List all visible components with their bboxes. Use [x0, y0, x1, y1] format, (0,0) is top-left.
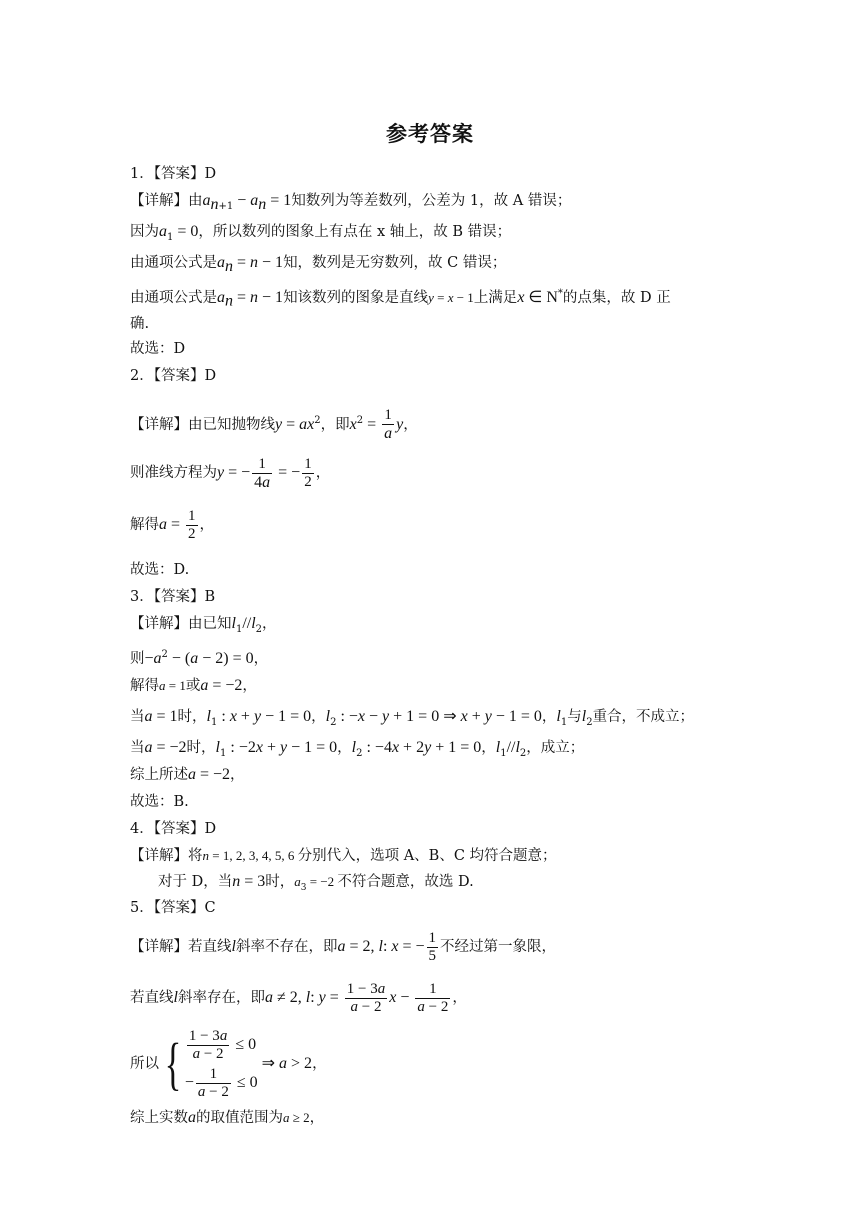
- q4-l1-prefix: 【详解】将: [130, 848, 203, 864]
- q3-line4: 当a = 1时，$l_1$ : x + y − 1 = 0，$l_2$ : −x − y + 1 = 0 ⇒ x + y − 1 = 0，$l_1$与$l_2$重合，不成立；: [130, 708, 695, 728]
- q1-line5: 确.: [130, 316, 150, 332]
- q3-l2-prefix: 则: [130, 650, 145, 667]
- q5-l2-prefix: 若直线: [130, 990, 174, 1006]
- q3-l6-prefix: 综上所述: [130, 767, 188, 783]
- q2-line1: 【详解】由已知抛物线$y = ax^2$，即$x^2$ = $\frac{1}{a}$ y，: [130, 407, 418, 443]
- q2-line2: 则准线方程为y = − $\frac{1}{4a}$ = − $\frac{1}{2}$ ，: [130, 455, 331, 491]
- q1-l3-rest: 知，数列是无穷数列，故 C 错误；: [283, 255, 507, 271]
- q3-l5-prefix: 当: [130, 740, 145, 756]
- q4-l2-mid: 时，: [265, 874, 295, 890]
- q3-line3: 解得a = 1或a = −2，: [130, 677, 257, 694]
- q5-line1: 【详解】若直线l斜率不存在，即a = 2, l: x = − $\frac{1}{5}$ 不经过第一象限，: [130, 929, 557, 964]
- q3-l3-mid: 或: [185, 678, 201, 694]
- q3-l4-end: 重合，不成立；: [592, 709, 695, 725]
- q5-l1-mid: 斜率不存在，即: [235, 939, 338, 955]
- q1-choose: 故选：D: [130, 341, 186, 357]
- q2-line3: 解得a = $\frac{1}{2}$ ，: [130, 507, 215, 542]
- q1-l1-prefix: 【详解】由: [130, 193, 203, 209]
- q3-l3-prefix: 解得: [130, 678, 159, 694]
- q5-l4-mid: 的取值范围为: [196, 1110, 283, 1126]
- q1-l1-rest: 知数列为等差数列，公差为 1，故 A 错误；: [291, 193, 572, 209]
- q3-answer: 3．【答案】B: [130, 589, 216, 605]
- q1-l4-mid: 知该数列的图象是直线: [283, 289, 429, 306]
- q1-line2: 因为$a_1 = 0$，所以数列的图象上有点在 x 轴上，故 B 错误；: [130, 223, 512, 243]
- q3-line6: 综上所述a = −2，: [130, 766, 245, 783]
- q5-answer: 5．【答案】C: [130, 900, 216, 916]
- q1-line4: 由通项公式是$a_n = n - 1$知该数列的图象是直线y = x − 1上满足x ∈ N*的点集，故 D 正: [130, 288, 671, 310]
- q3-line5: 当a = −2时，$l_1$ : −2x + y − 1 = 0，$l_2$ : −4x + 2y + 1 = 0，$l_1//l_2$，成立；: [130, 739, 585, 759]
- q3-l5-when: 时，: [186, 740, 216, 756]
- q5-line2: 若直线l斜率存在，即a ≠ 2, l: y = $\frac{1 - 3a}{a - 2}$ x − $\frac{1}{a - 2}$ ，: [130, 980, 467, 1015]
- q1-l3-prefix: 由通项公式是: [130, 255, 217, 271]
- q4-l2-rest: 不符合题意，故选 D.: [337, 874, 474, 890]
- q2-l1-mid: ，即: [320, 416, 350, 433]
- q5-line4: 综上实数a的取值范围为a ≥ 2，: [130, 1109, 325, 1126]
- q5-l1-prefix: 【详解】若直线: [130, 939, 232, 955]
- q2-l2-prefix: 则准线方程为: [130, 465, 217, 481]
- q3-l4-tail: 与: [567, 709, 582, 725]
- q2-l1-prefix: 【详解】由已知抛物线: [130, 416, 275, 433]
- q2-l3-prefix: 解得: [130, 517, 159, 533]
- q2-choose: 故选：D.: [130, 562, 190, 578]
- q1-line3: 由通项公式是$a_n = n - 1$知，数列是无穷数列，故 C 错误；: [130, 254, 507, 275]
- q5-l2-mid: 斜率存在，即: [177, 990, 265, 1006]
- q5-l3-prefix: 所以: [130, 1056, 159, 1072]
- q4-l2-prefix: 对于 D，当: [158, 874, 233, 890]
- q3-line2: 则$-a^2 - (a - 2) = 0$，: [130, 649, 269, 667]
- q1-l2-prefix: 因为: [130, 224, 159, 240]
- q3-l5-end: ，成立；: [526, 740, 585, 756]
- q2-answer: 2．【答案】D: [130, 368, 217, 384]
- q3-l4-when: 时，: [177, 709, 207, 725]
- q4-l1-rest: 分别代入，选项 A、B、C 均符合题意；: [297, 848, 557, 864]
- q3-choose: 故选：B.: [130, 794, 189, 810]
- q4-answer: 4．【答案】D: [130, 821, 217, 837]
- q1-l2-rest: ，所以数列的图象上有点在 x 轴上，故 B 错误；: [198, 224, 512, 240]
- q1-l4-mid2: 上满足: [473, 289, 518, 306]
- page-title: 参考答案: [386, 122, 474, 146]
- q1-l4-rest: 的点集，故 D 正: [562, 289, 671, 306]
- q5-line3: 所以{ $\frac{1 - 3a}{a - 2}$ ≤ 0 − $\frac{1}{a - 2}$ ≤ 0 ⇒ a > 2，: [130, 1027, 327, 1100]
- q3-line1: 【详解】由已知$l_1//l_2$，: [130, 615, 277, 635]
- q1-line1: 【详解】由$a_{n+1} - a_n = 1$知数列为等差数列，公差为 1，故 A 错误；: [130, 192, 572, 213]
- q3-l1-prefix: 【详解】由已知: [130, 616, 232, 632]
- q5-l4-prefix: 综上实数: [130, 1110, 188, 1126]
- q1-answer: 1．【答案】D: [130, 166, 217, 182]
- q5-l1-rest: 不经过第一象限，: [440, 939, 557, 955]
- q3-l4-prefix: 当: [130, 709, 145, 725]
- q4-line1: 【详解】将n = 1, 2, 3, 4, 5, 6 分别代入，选项 A、B、C 均符合题意；: [130, 848, 557, 864]
- q1-l4-prefix: 由通项公式是: [130, 289, 217, 306]
- q4-line2: 对于 D，当n = 3时，$a_3 = -2$ 不符合题意，故选 D.: [158, 873, 474, 893]
